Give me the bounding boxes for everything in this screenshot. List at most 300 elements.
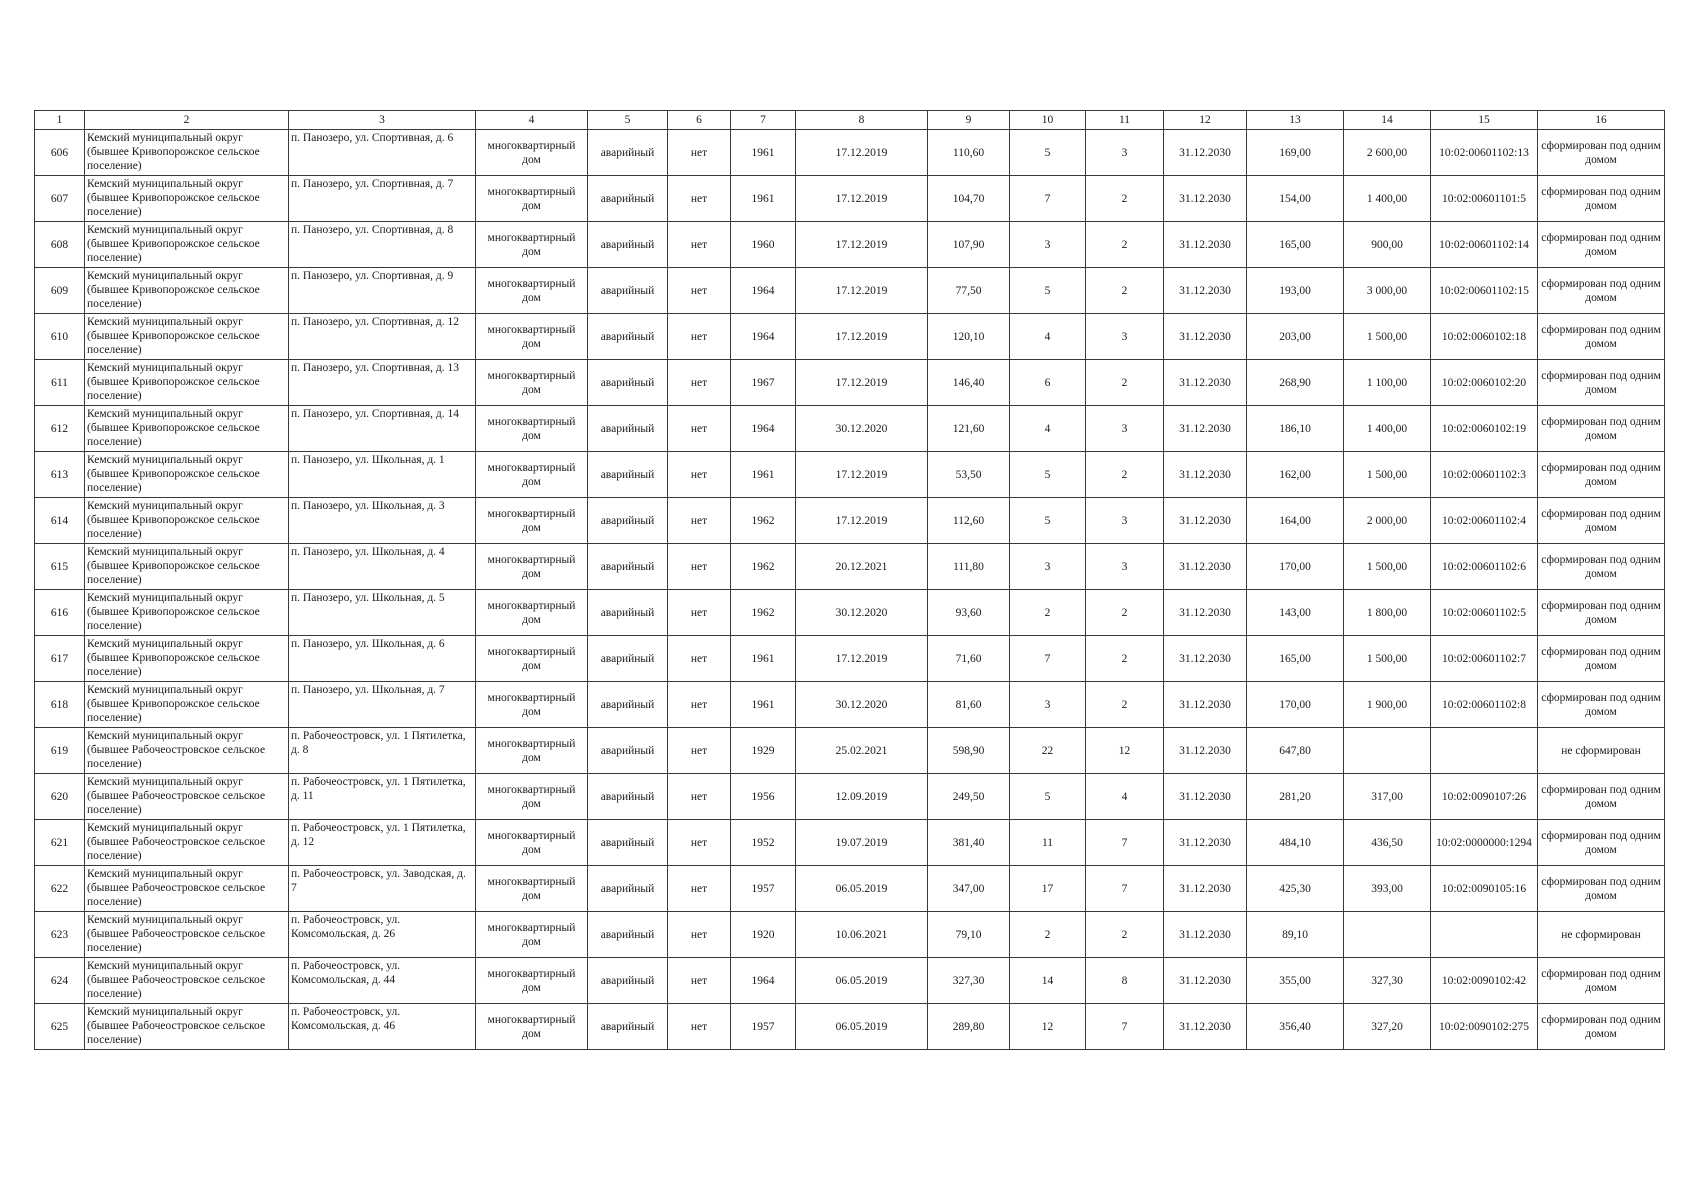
apartments-cell: 3 — [1086, 314, 1164, 360]
year-built-cell: 1961 — [731, 130, 796, 176]
under-protection-cell: нет — [668, 820, 731, 866]
recognition-date-cell: 10.06.2021 — [796, 912, 928, 958]
year-built-cell: 1961 — [731, 636, 796, 682]
table-row — [35, 820, 1665, 866]
column-header-9: 9 — [928, 111, 1010, 130]
municipality-cell: Кемский муниципальный округ (бывшее Рабочеостровское сельское поселение) — [85, 1004, 289, 1050]
cadastral-number-cell: 10:02:0060102:19 — [1431, 406, 1538, 452]
total-area-cell: 89,10 — [1247, 912, 1344, 958]
resettlement-date-cell: 31.12.2030 — [1164, 636, 1247, 682]
address-cell: п. Панозеро, ул. Спортивная, д. 7 — [289, 176, 476, 222]
registry-table — [34, 110, 1665, 1050]
resettlement-date-cell: 31.12.2030 — [1164, 820, 1247, 866]
column-header-10: 10 — [1010, 111, 1086, 130]
table-row — [35, 866, 1665, 912]
land-plot-area-cell: 1 400,00 — [1344, 176, 1431, 222]
municipality-cell: Кемский муниципальный округ (бывшее Рабочеостровское сельское поселение) — [85, 774, 289, 820]
land-plot-status-cell: сформирован под одним домом — [1538, 406, 1665, 452]
year-built-cell: 1962 — [731, 590, 796, 636]
total-area-cell: 165,00 — [1247, 222, 1344, 268]
apartments-cell: 2 — [1086, 682, 1164, 728]
land-plot-area-cell — [1344, 728, 1431, 774]
row-number-cell: 609 — [35, 268, 85, 314]
under-protection-cell: нет — [668, 498, 731, 544]
cadastral-number-cell — [1431, 912, 1538, 958]
year-built-cell: 1964 — [731, 314, 796, 360]
residents-cell: 11 — [1010, 820, 1086, 866]
area-cell: 110,60 — [928, 130, 1010, 176]
land-plot-status-cell: сформирован под одним домом — [1538, 682, 1665, 728]
residents-cell: 3 — [1010, 682, 1086, 728]
residents-cell: 14 — [1010, 958, 1086, 1004]
row-number-cell: 607 — [35, 176, 85, 222]
condition-cell: аварийный — [588, 452, 668, 498]
building-type-cell: многоквартирный дом — [476, 590, 588, 636]
column-header-3: 3 — [289, 111, 476, 130]
under-protection-cell: нет — [668, 728, 731, 774]
residents-cell: 2 — [1010, 912, 1086, 958]
address-cell: п. Панозеро, ул. Школьная, д. 6 — [289, 636, 476, 682]
apartments-cell: 7 — [1086, 820, 1164, 866]
year-built-cell: 1960 — [731, 222, 796, 268]
column-header-13: 13 — [1247, 111, 1344, 130]
land-plot-status-cell: сформирован под одним домом — [1538, 820, 1665, 866]
building-type-cell: многоквартирный дом — [476, 406, 588, 452]
column-header-12: 12 — [1164, 111, 1247, 130]
table-row — [35, 314, 1665, 360]
residents-cell: 12 — [1010, 1004, 1086, 1050]
resettlement-date-cell: 31.12.2030 — [1164, 452, 1247, 498]
recognition-date-cell: 30.12.2020 — [796, 590, 928, 636]
land-plot-status-cell: сформирован под одним домом — [1538, 314, 1665, 360]
table-header — [35, 111, 1665, 130]
table-row — [35, 452, 1665, 498]
condition-cell: аварийный — [588, 498, 668, 544]
land-plot-area-cell: 2 600,00 — [1344, 130, 1431, 176]
municipality-cell: Кемский муниципальный округ (бывшее Рабочеостровское сельское поселение) — [85, 912, 289, 958]
apartments-cell: 2 — [1086, 452, 1164, 498]
address-cell: п. Панозеро, ул. Школьная, д. 5 — [289, 590, 476, 636]
residents-cell: 2 — [1010, 590, 1086, 636]
area-cell: 121,60 — [928, 406, 1010, 452]
total-area-cell: 154,00 — [1247, 176, 1344, 222]
municipality-cell: Кемский муниципальный округ (бывшее Кривопорожское сельское поселение) — [85, 176, 289, 222]
area-cell: 93,60 — [928, 590, 1010, 636]
condition-cell: аварийный — [588, 360, 668, 406]
resettlement-date-cell: 31.12.2030 — [1164, 1004, 1247, 1050]
land-plot-status-cell: сформирован под одним домом — [1538, 636, 1665, 682]
year-built-cell: 1964 — [731, 406, 796, 452]
condition-cell: аварийный — [588, 544, 668, 590]
building-type-cell: многоквартирный дом — [476, 176, 588, 222]
recognition-date-cell: 12.09.2019 — [796, 774, 928, 820]
area-cell: 112,60 — [928, 498, 1010, 544]
address-cell: п. Панозеро, ул. Спортивная, д. 13 — [289, 360, 476, 406]
recognition-date-cell: 30.12.2020 — [796, 406, 928, 452]
resettlement-date-cell: 31.12.2030 — [1164, 544, 1247, 590]
under-protection-cell: нет — [668, 866, 731, 912]
year-built-cell: 1952 — [731, 820, 796, 866]
year-built-cell: 1957 — [731, 866, 796, 912]
column-header-7: 7 — [731, 111, 796, 130]
resettlement-date-cell: 31.12.2030 — [1164, 866, 1247, 912]
residents-cell: 17 — [1010, 866, 1086, 912]
cadastral-number-cell: 10:02:0090102:42 — [1431, 958, 1538, 1004]
table-row — [35, 1004, 1665, 1050]
municipality-cell: Кемский муниципальный округ (бывшее Кривопорожское сельское поселение) — [85, 682, 289, 728]
header-row — [35, 111, 1665, 130]
row-number-cell: 620 — [35, 774, 85, 820]
total-area-cell: 165,00 — [1247, 636, 1344, 682]
cadastral-number-cell: 10:02:00601102:5 — [1431, 590, 1538, 636]
year-built-cell: 1964 — [731, 958, 796, 1004]
cadastral-number-cell: 10:02:00601102:6 — [1431, 544, 1538, 590]
total-area-cell: 162,00 — [1247, 452, 1344, 498]
row-number-cell: 624 — [35, 958, 85, 1004]
area-cell: 347,00 — [928, 866, 1010, 912]
land-plot-area-cell: 1 500,00 — [1344, 314, 1431, 360]
residents-cell: 5 — [1010, 268, 1086, 314]
land-plot-status-cell: сформирован под одним домом — [1538, 268, 1665, 314]
land-plot-status-cell: сформирован под одним домом — [1538, 452, 1665, 498]
cadastral-number-cell: 10:02:0090105:16 — [1431, 866, 1538, 912]
address-cell: п. Панозеро, ул. Спортивная, д. 8 — [289, 222, 476, 268]
row-number-cell: 616 — [35, 590, 85, 636]
total-area-cell: 164,00 — [1247, 498, 1344, 544]
column-header-6: 6 — [668, 111, 731, 130]
address-cell: п. Рабочеостровск, ул. Заводская, д. 7 — [289, 866, 476, 912]
residents-cell: 3 — [1010, 222, 1086, 268]
condition-cell: аварийный — [588, 1004, 668, 1050]
condition-cell: аварийный — [588, 222, 668, 268]
cadastral-number-cell: 10:02:00601102:13 — [1431, 130, 1538, 176]
condition-cell: аварийный — [588, 820, 668, 866]
building-type-cell: многоквартирный дом — [476, 958, 588, 1004]
column-header-8: 8 — [796, 111, 928, 130]
building-type-cell: многоквартирный дом — [476, 866, 588, 912]
area-cell: 249,50 — [928, 774, 1010, 820]
area-cell: 104,70 — [928, 176, 1010, 222]
year-built-cell: 1929 — [731, 728, 796, 774]
total-area-cell: 268,90 — [1247, 360, 1344, 406]
apartments-cell: 2 — [1086, 912, 1164, 958]
address-cell: п. Панозеро, ул. Спортивная, д. 14 — [289, 406, 476, 452]
building-type-cell: многоквартирный дом — [476, 636, 588, 682]
land-plot-area-cell: 1 500,00 — [1344, 544, 1431, 590]
recognition-date-cell: 19.07.2019 — [796, 820, 928, 866]
year-built-cell: 1956 — [731, 774, 796, 820]
total-area-cell: 425,30 — [1247, 866, 1344, 912]
resettlement-date-cell: 31.12.2030 — [1164, 268, 1247, 314]
condition-cell: аварийный — [588, 636, 668, 682]
total-area-cell: 169,00 — [1247, 130, 1344, 176]
apartments-cell: 2 — [1086, 176, 1164, 222]
land-plot-area-cell — [1344, 912, 1431, 958]
resettlement-date-cell: 31.12.2030 — [1164, 912, 1247, 958]
under-protection-cell: нет — [668, 314, 731, 360]
residents-cell: 7 — [1010, 176, 1086, 222]
address-cell: п. Панозеро, ул. Школьная, д. 4 — [289, 544, 476, 590]
residents-cell: 5 — [1010, 774, 1086, 820]
resettlement-date-cell: 31.12.2030 — [1164, 590, 1247, 636]
land-plot-status-cell: сформирован под одним домом — [1538, 360, 1665, 406]
cadastral-number-cell: 10:02:00601102:7 — [1431, 636, 1538, 682]
cadastral-number-cell: 10:02:0000000:1294 — [1431, 820, 1538, 866]
recognition-date-cell: 17.12.2019 — [796, 452, 928, 498]
row-number-cell: 625 — [35, 1004, 85, 1050]
cadastral-number-cell: 10:02:00601102:3 — [1431, 452, 1538, 498]
recognition-date-cell: 17.12.2019 — [796, 360, 928, 406]
under-protection-cell: нет — [668, 176, 731, 222]
resettlement-date-cell: 31.12.2030 — [1164, 406, 1247, 452]
row-number-cell: 611 — [35, 360, 85, 406]
total-area-cell: 186,10 — [1247, 406, 1344, 452]
building-type-cell: многоквартирный дом — [476, 912, 588, 958]
apartments-cell: 3 — [1086, 498, 1164, 544]
under-protection-cell: нет — [668, 130, 731, 176]
land-plot-status-cell: сформирован под одним домом — [1538, 544, 1665, 590]
land-plot-area-cell: 327,30 — [1344, 958, 1431, 1004]
total-area-cell: 356,40 — [1247, 1004, 1344, 1050]
area-cell: 79,10 — [928, 912, 1010, 958]
table-row — [35, 268, 1665, 314]
total-area-cell: 170,00 — [1247, 682, 1344, 728]
land-plot-area-cell: 1 800,00 — [1344, 590, 1431, 636]
land-plot-status-cell: сформирован под одним домом — [1538, 1004, 1665, 1050]
resettlement-date-cell: 31.12.2030 — [1164, 130, 1247, 176]
area-cell: 381,40 — [928, 820, 1010, 866]
resettlement-date-cell: 31.12.2030 — [1164, 360, 1247, 406]
year-built-cell: 1961 — [731, 682, 796, 728]
table-row — [35, 682, 1665, 728]
land-plot-area-cell: 1 500,00 — [1344, 636, 1431, 682]
municipality-cell: Кемский муниципальный округ (бывшее Рабочеостровское сельское поселение) — [85, 958, 289, 1004]
land-plot-area-cell: 2 000,00 — [1344, 498, 1431, 544]
address-cell: п. Рабочеостровск, ул. 1 Пятилетка, д. 8 — [289, 728, 476, 774]
table-row — [35, 728, 1665, 774]
address-cell: п. Рабочеостровск, ул. Комсомольская, д. 44 — [289, 958, 476, 1004]
municipality-cell: Кемский муниципальный округ (бывшее Кривопорожское сельское поселение) — [85, 314, 289, 360]
address-cell: п. Панозеро, ул. Школьная, д. 1 — [289, 452, 476, 498]
apartments-cell: 8 — [1086, 958, 1164, 1004]
condition-cell: аварийный — [588, 774, 668, 820]
total-area-cell: 355,00 — [1247, 958, 1344, 1004]
land-plot-status-cell: не сформирован — [1538, 912, 1665, 958]
address-cell: п. Рабочеостровск, ул. Комсомольская, д. 26 — [289, 912, 476, 958]
apartments-cell: 12 — [1086, 728, 1164, 774]
residents-cell: 22 — [1010, 728, 1086, 774]
recognition-date-cell: 06.05.2019 — [796, 1004, 928, 1050]
resettlement-date-cell: 31.12.2030 — [1164, 728, 1247, 774]
apartments-cell: 3 — [1086, 406, 1164, 452]
total-area-cell: 484,10 — [1247, 820, 1344, 866]
area-cell: 289,80 — [928, 1004, 1010, 1050]
municipality-cell: Кемский муниципальный округ (бывшее Кривопорожское сельское поселение) — [85, 544, 289, 590]
building-type-cell: многоквартирный дом — [476, 314, 588, 360]
land-plot-area-cell: 3 000,00 — [1344, 268, 1431, 314]
municipality-cell: Кемский муниципальный округ (бывшее Рабочеостровское сельское поселение) — [85, 820, 289, 866]
building-type-cell: многоквартирный дом — [476, 544, 588, 590]
under-protection-cell: нет — [668, 544, 731, 590]
resettlement-date-cell: 31.12.2030 — [1164, 314, 1247, 360]
apartments-cell: 7 — [1086, 1004, 1164, 1050]
recognition-date-cell: 17.12.2019 — [796, 314, 928, 360]
cadastral-number-cell — [1431, 728, 1538, 774]
municipality-cell: Кемский муниципальный округ (бывшее Кривопорожское сельское поселение) — [85, 406, 289, 452]
address-cell: п. Рабочеостровск, ул. 1 Пятилетка, д. 11 — [289, 774, 476, 820]
recognition-date-cell: 20.12.2021 — [796, 544, 928, 590]
under-protection-cell: нет — [668, 1004, 731, 1050]
column-header-16: 16 — [1538, 111, 1665, 130]
total-area-cell: 170,00 — [1247, 544, 1344, 590]
recognition-date-cell: 06.05.2019 — [796, 958, 928, 1004]
area-cell: 111,80 — [928, 544, 1010, 590]
area-cell: 71,60 — [928, 636, 1010, 682]
row-number-cell: 619 — [35, 728, 85, 774]
building-type-cell: многоквартирный дом — [476, 222, 588, 268]
building-type-cell: многоквартирный дом — [476, 360, 588, 406]
municipality-cell: Кемский муниципальный округ (бывшее Кривопорожское сельское поселение) — [85, 268, 289, 314]
table-row — [35, 130, 1665, 176]
recognition-date-cell: 25.02.2021 — [796, 728, 928, 774]
resettlement-date-cell: 31.12.2030 — [1164, 222, 1247, 268]
municipality-cell: Кемский муниципальный округ (бывшее Кривопорожское сельское поселение) — [85, 130, 289, 176]
row-number-cell: 623 — [35, 912, 85, 958]
recognition-date-cell: 17.12.2019 — [796, 268, 928, 314]
residents-cell: 4 — [1010, 406, 1086, 452]
recognition-date-cell: 17.12.2019 — [796, 636, 928, 682]
condition-cell: аварийный — [588, 590, 668, 636]
condition-cell: аварийный — [588, 866, 668, 912]
recognition-date-cell: 17.12.2019 — [796, 130, 928, 176]
land-plot-status-cell: сформирован под одним домом — [1538, 130, 1665, 176]
recognition-date-cell: 06.05.2019 — [796, 866, 928, 912]
land-plot-status-cell: не сформирован — [1538, 728, 1665, 774]
row-number-cell: 621 — [35, 820, 85, 866]
address-cell: п. Панозеро, ул. Спортивная, д. 6 — [289, 130, 476, 176]
building-type-cell: многоквартирный дом — [476, 820, 588, 866]
municipality-cell: Кемский муниципальный округ (бывшее Кривопорожское сельское поселение) — [85, 636, 289, 682]
row-number-cell: 612 — [35, 406, 85, 452]
column-header-4: 4 — [476, 111, 588, 130]
row-number-cell: 615 — [35, 544, 85, 590]
apartments-cell: 2 — [1086, 636, 1164, 682]
table-body — [35, 130, 1665, 1050]
under-protection-cell: нет — [668, 360, 731, 406]
table-row — [35, 360, 1665, 406]
under-protection-cell: нет — [668, 912, 731, 958]
land-plot-area-cell: 1 900,00 — [1344, 682, 1431, 728]
land-plot-status-cell: сформирован под одним домом — [1538, 498, 1665, 544]
land-plot-area-cell: 317,00 — [1344, 774, 1431, 820]
table-row — [35, 636, 1665, 682]
apartments-cell: 2 — [1086, 222, 1164, 268]
land-plot-status-cell: сформирован под одним домом — [1538, 590, 1665, 636]
under-protection-cell: нет — [668, 268, 731, 314]
condition-cell: аварийный — [588, 406, 668, 452]
resettlement-date-cell: 31.12.2030 — [1164, 774, 1247, 820]
land-plot-area-cell: 900,00 — [1344, 222, 1431, 268]
cadastral-number-cell: 10:02:0060102:20 — [1431, 360, 1538, 406]
recognition-date-cell: 17.12.2019 — [796, 222, 928, 268]
condition-cell: аварийный — [588, 130, 668, 176]
under-protection-cell: нет — [668, 452, 731, 498]
year-built-cell: 1962 — [731, 544, 796, 590]
total-area-cell: 647,80 — [1247, 728, 1344, 774]
condition-cell: аварийный — [588, 176, 668, 222]
recognition-date-cell: 17.12.2019 — [796, 498, 928, 544]
row-number-cell: 617 — [35, 636, 85, 682]
total-area-cell: 281,20 — [1247, 774, 1344, 820]
land-plot-area-cell: 393,00 — [1344, 866, 1431, 912]
apartments-cell: 3 — [1086, 544, 1164, 590]
recognition-date-cell: 17.12.2019 — [796, 176, 928, 222]
condition-cell: аварийный — [588, 912, 668, 958]
area-cell: 81,60 — [928, 682, 1010, 728]
residents-cell: 7 — [1010, 636, 1086, 682]
building-type-cell: многоквартирный дом — [476, 130, 588, 176]
under-protection-cell: нет — [668, 682, 731, 728]
municipality-cell: Кемский муниципальный округ (бывшее Кривопорожское сельское поселение) — [85, 452, 289, 498]
land-plot-area-cell: 1 400,00 — [1344, 406, 1431, 452]
column-header-14: 14 — [1344, 111, 1431, 130]
land-plot-status-cell: сформирован под одним домом — [1538, 774, 1665, 820]
municipality-cell: Кемский муниципальный округ (бывшее Рабочеостровское сельское поселение) — [85, 866, 289, 912]
municipality-cell: Кемский муниципальный округ (бывшее Рабочеостровское сельское поселение) — [85, 728, 289, 774]
row-number-cell: 614 — [35, 498, 85, 544]
area-cell: 107,90 — [928, 222, 1010, 268]
land-plot-area-cell: 1 100,00 — [1344, 360, 1431, 406]
area-cell: 120,10 — [928, 314, 1010, 360]
under-protection-cell: нет — [668, 590, 731, 636]
residents-cell: 6 — [1010, 360, 1086, 406]
year-built-cell: 1961 — [731, 452, 796, 498]
address-cell: п. Панозеро, ул. Школьная, д. 7 — [289, 682, 476, 728]
table-row — [35, 222, 1665, 268]
year-built-cell: 1964 — [731, 268, 796, 314]
cadastral-number-cell: 10:02:00601101:5 — [1431, 176, 1538, 222]
municipality-cell: Кемский муниципальный округ (бывшее Кривопорожское сельское поселение) — [85, 360, 289, 406]
column-header-5: 5 — [588, 111, 668, 130]
row-number-cell: 608 — [35, 222, 85, 268]
under-protection-cell: нет — [668, 406, 731, 452]
address-cell: п. Рабочеостровск, ул. Комсомольская, д. 46 — [289, 1004, 476, 1050]
table-row — [35, 498, 1665, 544]
area-cell: 77,50 — [928, 268, 1010, 314]
apartments-cell: 2 — [1086, 590, 1164, 636]
area-cell: 598,90 — [928, 728, 1010, 774]
year-built-cell: 1962 — [731, 498, 796, 544]
under-protection-cell: нет — [668, 222, 731, 268]
building-type-cell: многоквартирный дом — [476, 682, 588, 728]
total-area-cell: 143,00 — [1247, 590, 1344, 636]
land-plot-status-cell: сформирован под одним домом — [1538, 958, 1665, 1004]
address-cell: п. Панозеро, ул. Спортивная, д. 12 — [289, 314, 476, 360]
table-row — [35, 406, 1665, 452]
table-row — [35, 176, 1665, 222]
table-row — [35, 590, 1665, 636]
table-row — [35, 958, 1665, 1004]
under-protection-cell: нет — [668, 636, 731, 682]
column-header-2: 2 — [85, 111, 289, 130]
address-cell: п. Панозеро, ул. Школьная, д. 3 — [289, 498, 476, 544]
total-area-cell: 193,00 — [1247, 268, 1344, 314]
total-area-cell: 203,00 — [1247, 314, 1344, 360]
building-type-cell: многоквартирный дом — [476, 498, 588, 544]
address-cell: п. Рабочеостровск, ул. 1 Пятилетка, д. 12 — [289, 820, 476, 866]
land-plot-status-cell: сформирован под одним домом — [1538, 222, 1665, 268]
column-header-11: 11 — [1086, 111, 1164, 130]
